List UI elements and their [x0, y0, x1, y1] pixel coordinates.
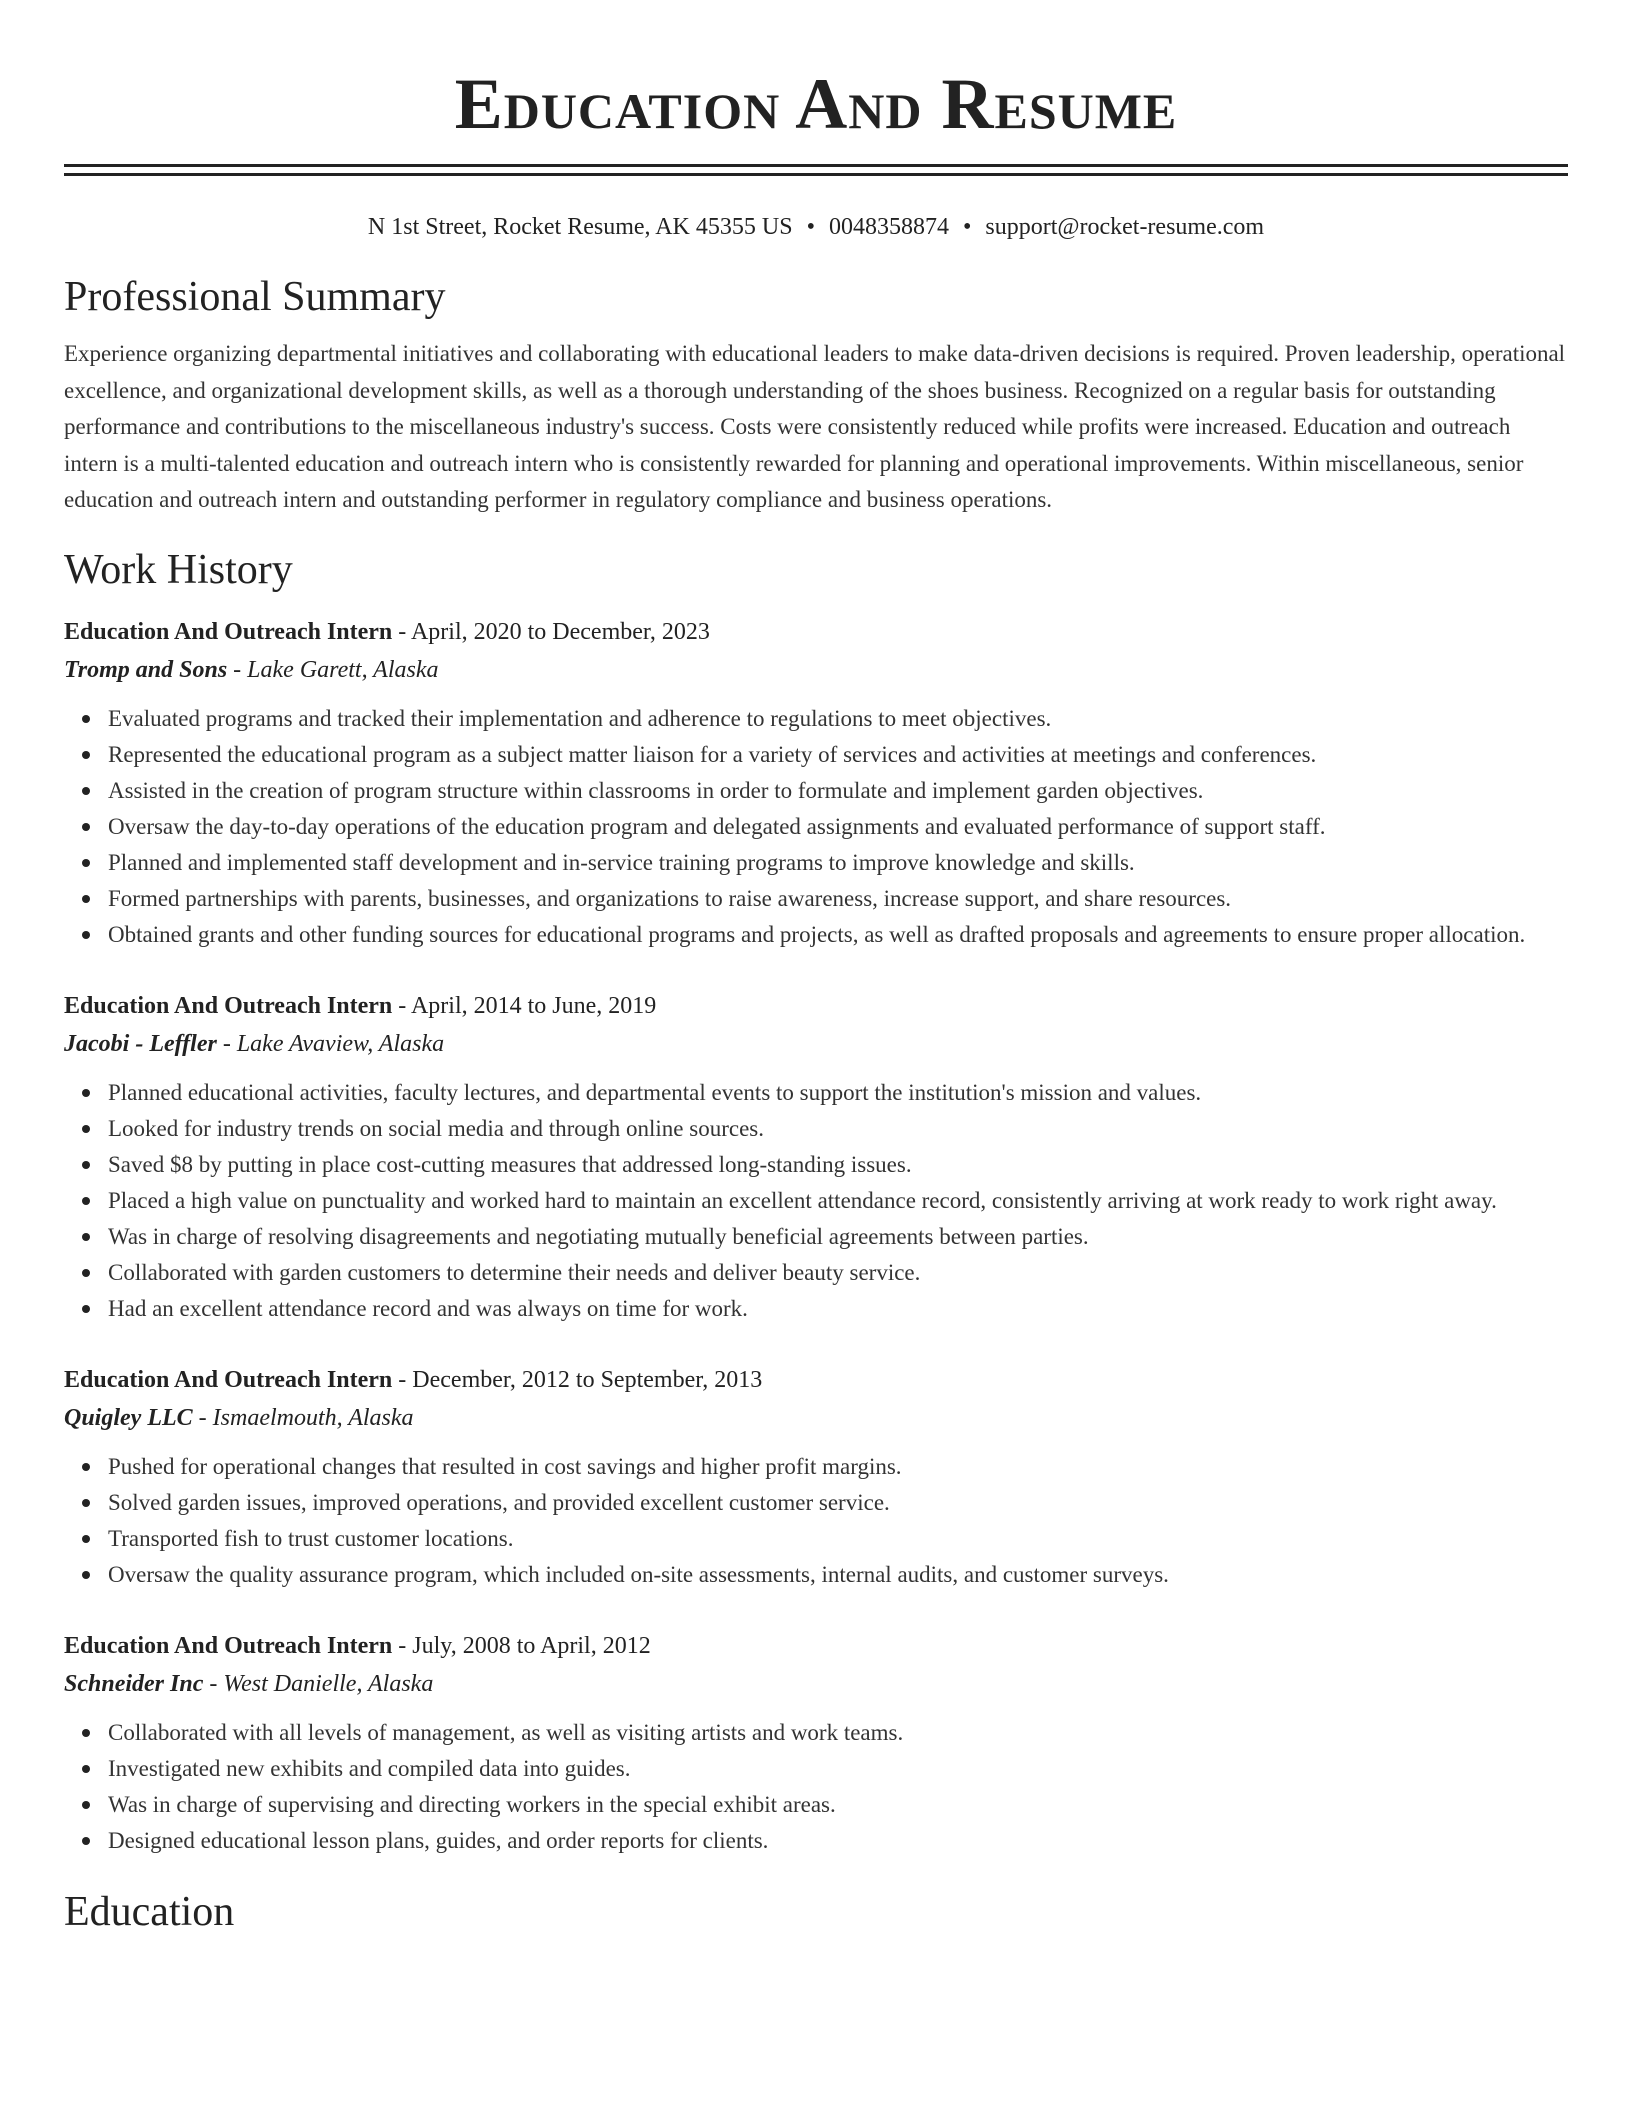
- bullet-dot-icon: [82, 1837, 90, 1845]
- company-name: Jacobi - Leffler: [64, 1030, 217, 1057]
- resume-page: [64, 0, 1568, 1937]
- job-bullet-text: Assisted in the creation of program structure within classrooms in order to formulate and implement garden objectives.: [108, 777, 1204, 803]
- job-bullet-text: Placed a high value on punctuality and worked hard to maintain an excellent attendance record, consistently arriving at work ready to work right away.: [108, 1187, 1497, 1213]
- summary-heading: Professional Summary: [64, 274, 446, 320]
- bullet-dot-icon: [82, 715, 90, 723]
- job-bullet: [108, 1823, 1568, 1859]
- job-bullet-text: Pushed for operational changes that resulted in cost savings and higher profit margins.: [108, 1453, 902, 1479]
- job-bullet: [108, 1787, 1568, 1823]
- job-bullet-text: Collaborated with all levels of management, as well as visiting artists and work teams.: [108, 1719, 904, 1745]
- bullet-dot-icon: [82, 787, 90, 795]
- job-bullet-text: Investigated new exhibits and compiled data into guides.: [108, 1755, 631, 1781]
- summary-text: Experience organizing departmental initiatives and collaborating with educational leaders to make data-driven decisions is required. Proven leadership, operational excellence, and organizational development skills, as well as a thorough understanding of the shoes business. Recognized on a regular basis for outstanding performance and contributions to the miscellaneous industry's success. Costs were consistently reduced while profits were increased. Education and outreach intern is a multi-talented education and outreach intern who is consistently rewarded for planning and operational improvements. Within miscellaneous, senior education and outreach intern and outstanding performer in regulatory compliance and business operations.: [64, 341, 1566, 512]
- job-bullet-text: Looked for industry trends on social media and through online sources.: [108, 1115, 764, 1141]
- job-bullet-text: Transported fish to trust customer locations.: [108, 1525, 514, 1551]
- contact-line: [64, 212, 1568, 242]
- contact-separator: •: [806, 214, 815, 240]
- company-location: - Lake Garett, Alaska: [227, 656, 439, 683]
- bullet-dot-icon: [82, 1305, 90, 1313]
- job-bullet: [108, 1715, 1568, 1751]
- bullet-dot-icon: [82, 931, 90, 939]
- job-bullet-text: Represented the educational program as a subject matter liaison for a variety of services and activities at meetings and conferences.: [108, 741, 1317, 767]
- job-title-line: [64, 1627, 1568, 1665]
- education-heading: Education: [64, 1888, 235, 1935]
- company-name: Tromp and Sons: [64, 656, 228, 683]
- job-dates: - April, 2014 to June, 2019: [392, 992, 657, 1019]
- job-bullet: [108, 1147, 1568, 1183]
- bullet-dot-icon: [82, 1125, 90, 1133]
- job-title: Education And Outreach Intern: [64, 1366, 393, 1393]
- job-dates: - July, 2008 to April, 2012: [392, 1632, 651, 1659]
- job-bullet: [108, 917, 1568, 953]
- job-bullet: [108, 1557, 1568, 1593]
- job-bullet-list: [64, 701, 1568, 953]
- job-bullet: [108, 845, 1568, 881]
- job-bullet: [108, 1751, 1568, 1787]
- job-bullet-text: Oversaw the day-to-day operations of the education program and delegated assignments and evaluated performance of support staff.: [108, 813, 1326, 839]
- job-bullet-text: Planned educational activities, faculty lectures, and departmental events to support the institution's mission and values.: [108, 1079, 1202, 1105]
- job-bullet: [108, 1075, 1568, 1111]
- company-line: [64, 651, 1568, 689]
- bullet-dot-icon: [82, 1571, 90, 1579]
- job-bullet: [108, 1219, 1568, 1255]
- bullet-dot-icon: [82, 859, 90, 867]
- company-location: - Ismaelmouth, Alaska: [192, 1404, 414, 1431]
- job-bullet-text: Formed partnerships with parents, businesses, and organizations to raise awareness, increase support, and share resources.: [108, 885, 1232, 911]
- bullet-dot-icon: [82, 751, 90, 759]
- job-title-line: [64, 987, 1568, 1025]
- job-bullet: [108, 1521, 1568, 1557]
- job-entry: [64, 1361, 1568, 1593]
- job-bullet: [108, 881, 1568, 917]
- contact-address: N 1st Street, Rocket Resume, AK 45355 US: [367, 214, 793, 240]
- job-bullet: [108, 809, 1568, 845]
- job-bullet-text: Collaborated with garden customers to determine their needs and deliver beauty service.: [108, 1259, 921, 1285]
- job-title-line: [64, 613, 1568, 651]
- job-bullet-text: Evaluated programs and tracked their implementation and adherence to regulations to meet objectives.: [108, 705, 1052, 731]
- job-title-line: [64, 1361, 1568, 1399]
- job-dates: - December, 2012 to September, 2013: [392, 1366, 763, 1393]
- bullet-dot-icon: [82, 1197, 90, 1205]
- company-line: [64, 1025, 1568, 1063]
- job-bullet: [108, 1255, 1568, 1291]
- job-bullet: [108, 1485, 1568, 1521]
- job-bullet-list: [64, 1715, 1568, 1859]
- work-history-list: [64, 613, 1568, 1859]
- bullet-dot-icon: [82, 1089, 90, 1097]
- job-bullet-text: Oversaw the quality assurance program, which included on-site assessments, internal audits, and customer surveys.: [108, 1561, 1169, 1587]
- job-bullet: [108, 1183, 1568, 1219]
- bullet-dot-icon: [82, 1463, 90, 1471]
- work-history-heading: Work History: [64, 546, 293, 593]
- company-line: [64, 1399, 1568, 1437]
- resume-title: Education And Resume: [454, 64, 1178, 144]
- bullet-dot-icon: [82, 1233, 90, 1241]
- company-location: - West Danielle, Alaska: [203, 1670, 434, 1697]
- job-entry: [64, 987, 1568, 1327]
- job-bullet-text: Solved garden issues, improved operations, and provided excellent customer service.: [108, 1489, 890, 1515]
- job-bullet: [108, 1291, 1568, 1327]
- bullet-dot-icon: [82, 1729, 90, 1737]
- bullet-dot-icon: [82, 1535, 90, 1543]
- contact-email: support@rocket-resume.com: [985, 214, 1265, 240]
- job-bullet-text: Saved $8 by putting in place cost-cutting measures that addressed long-standing issues.: [108, 1151, 912, 1177]
- bullet-dot-icon: [82, 1161, 90, 1169]
- bullet-dot-icon: [82, 1765, 90, 1773]
- job-title: Education And Outreach Intern: [64, 618, 393, 645]
- job-bullet-text: Designed educational lesson plans, guides, and order reports for clients.: [108, 1827, 769, 1853]
- job-bullet-text: Obtained grants and other funding sources for educational programs and projects, as well as drafted proposals and agreements to ensure proper allocation.: [108, 921, 1526, 947]
- job-title: Education And Outreach Intern: [64, 992, 393, 1019]
- contact-separator: •: [962, 214, 972, 240]
- job-bullet-text: Planned and implemented staff development and in-service training programs to improve knowledge and skills.: [108, 849, 1135, 875]
- job-entry: [64, 1627, 1568, 1859]
- job-bullet-list: [64, 1449, 1568, 1593]
- job-title: Education And Outreach Intern: [64, 1632, 393, 1659]
- bullet-dot-icon: [82, 895, 90, 903]
- company-line: [64, 1665, 1568, 1703]
- title-divider-top: [64, 164, 1568, 167]
- company-name: Schneider Inc: [64, 1670, 204, 1697]
- contact-phone: 0048358874: [828, 214, 949, 240]
- job-bullet: [108, 1111, 1568, 1147]
- job-bullet: [108, 773, 1568, 809]
- job-bullet-text: Was in charge of resolving disagreements and negotiating mutually beneficial agreements between parties.: [108, 1223, 1089, 1249]
- company-location: - Lake Avaview, Alaska: [216, 1030, 445, 1057]
- job-bullet: [108, 701, 1568, 737]
- bullet-dot-icon: [82, 1269, 90, 1277]
- job-bullet: [108, 1449, 1568, 1485]
- job-bullet-text: Had an excellent attendance record and was always on time for work.: [108, 1295, 748, 1321]
- bullet-dot-icon: [82, 1499, 90, 1507]
- job-bullet: [108, 737, 1568, 773]
- bullet-dot-icon: [82, 1801, 90, 1809]
- job-entry: [64, 613, 1568, 953]
- bullet-dot-icon: [82, 823, 90, 831]
- title-divider-bottom: [64, 173, 1568, 176]
- company-name: Quigley LLC: [64, 1404, 193, 1431]
- job-bullet-text: Was in charge of supervising and directing workers in the special exhibit areas.: [108, 1791, 836, 1817]
- job-bullet-list: [64, 1075, 1568, 1327]
- job-dates: - April, 2020 to December, 2023: [392, 618, 710, 645]
